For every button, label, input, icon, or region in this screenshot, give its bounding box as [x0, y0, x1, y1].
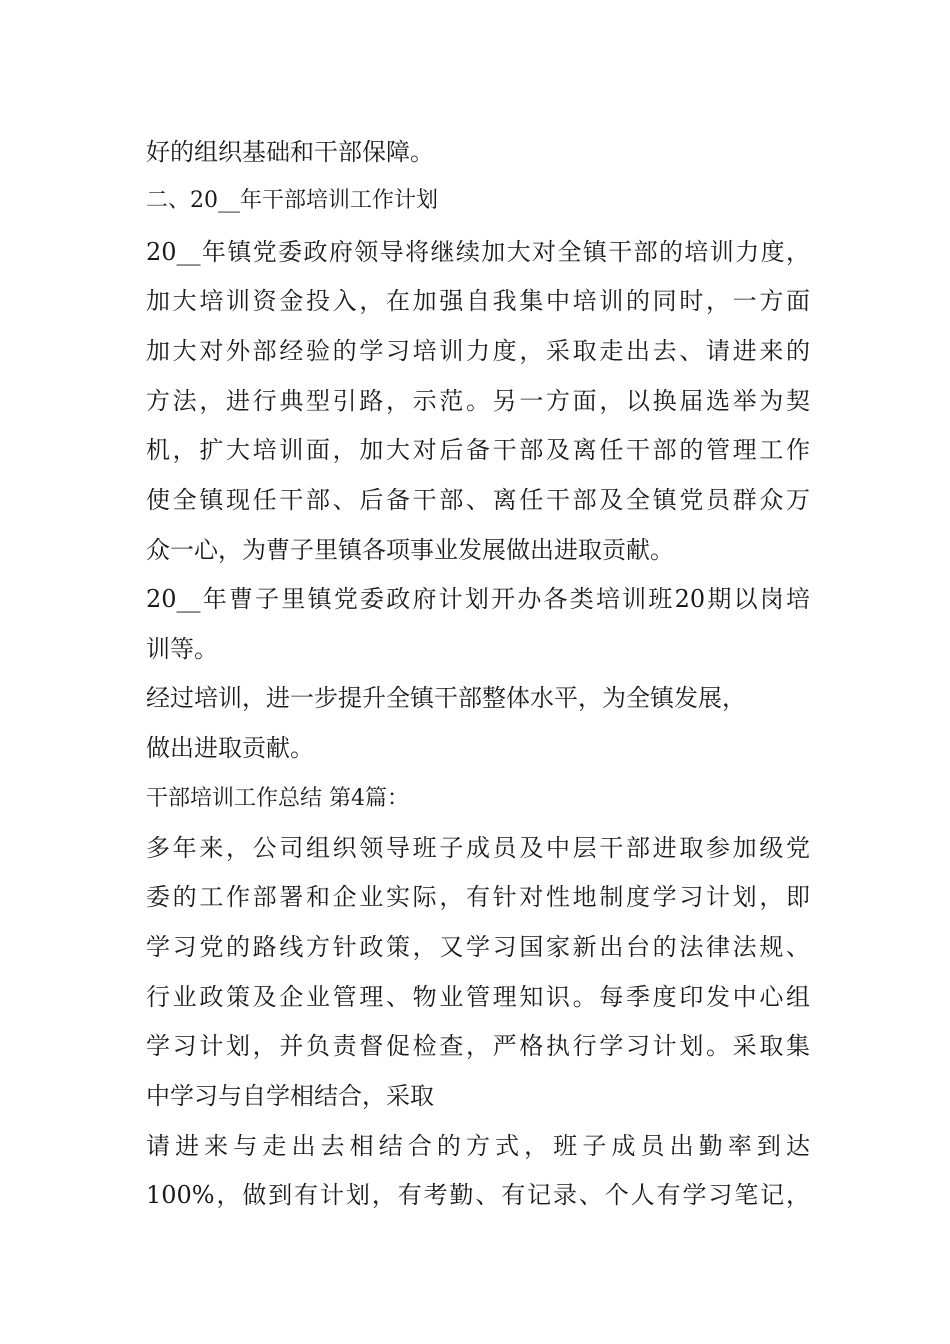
text-line-20: 中学习与自学相结合，采取 — [146, 1082, 434, 1110]
article-heading: 干部培训工作总结 第4篇： — [146, 786, 409, 811]
text-line-5: 加大对外部经验的学习培训力度，采取走出去、请进来的 — [146, 337, 810, 365]
text-line-6: 方法，进行典型引路，示范。另一方面，以换届选举为契 — [146, 387, 810, 415]
section-heading: 二、20__年干部培训工作计划 — [146, 188, 438, 213]
text-line-18: 行业政策及企业管理、物业管理知识。每季度印发中心组 — [146, 983, 810, 1011]
text-line-9: 众一心，为曹子里镇各项事业发展做出进取贡献。 — [146, 536, 674, 564]
text-line-12: 经过培训，进一步提升全镇干部整体水平，为全镇发展， — [146, 684, 746, 712]
text-line-13: 做出进取贡献。 — [146, 734, 314, 762]
text-line-11: 训等。 — [146, 635, 218, 663]
text-line-15: 多年来，公司组织领导班子成员及中层干部进取参加级党 — [146, 834, 810, 862]
text-line-17: 学习党的路线方针政策，又学习国家新出台的法律法规、 — [146, 933, 810, 961]
text-line-3: 20__年镇党委政府领导将继续加大对全镇干部的培训力度， — [146, 238, 810, 266]
text-line-7: 机，扩大培训面，加大对后备干部及离任干部的管理工作 — [146, 436, 810, 464]
text-line-8: 使全镇现任干部、后备干部、离任干部及全镇党员群众万 — [146, 486, 810, 514]
text-line-16: 委的工作部署和企业实际，有针对性地制度学习计划，即 — [146, 883, 810, 911]
text-line-22: 100%，做到有计划，有考勤、有记录、个人有学习笔记， — [146, 1181, 810, 1209]
text-line-1: 好的组织基础和干部保障。 — [146, 138, 434, 166]
text-line-21: 请进来与走出去相结合的方式，班子成员出勤率到达 — [146, 1132, 810, 1160]
text-line-19: 学习计划，并负责督促检查，严格执行学习计划。采取集 — [146, 1032, 810, 1060]
text-line-10: 20__年曹子里镇党委政府计划开办各类培训班20期以岗培 — [146, 585, 810, 613]
text-line-4: 加大培训资金投入，在加强自我集中培训的同时，一方面 — [146, 287, 810, 315]
